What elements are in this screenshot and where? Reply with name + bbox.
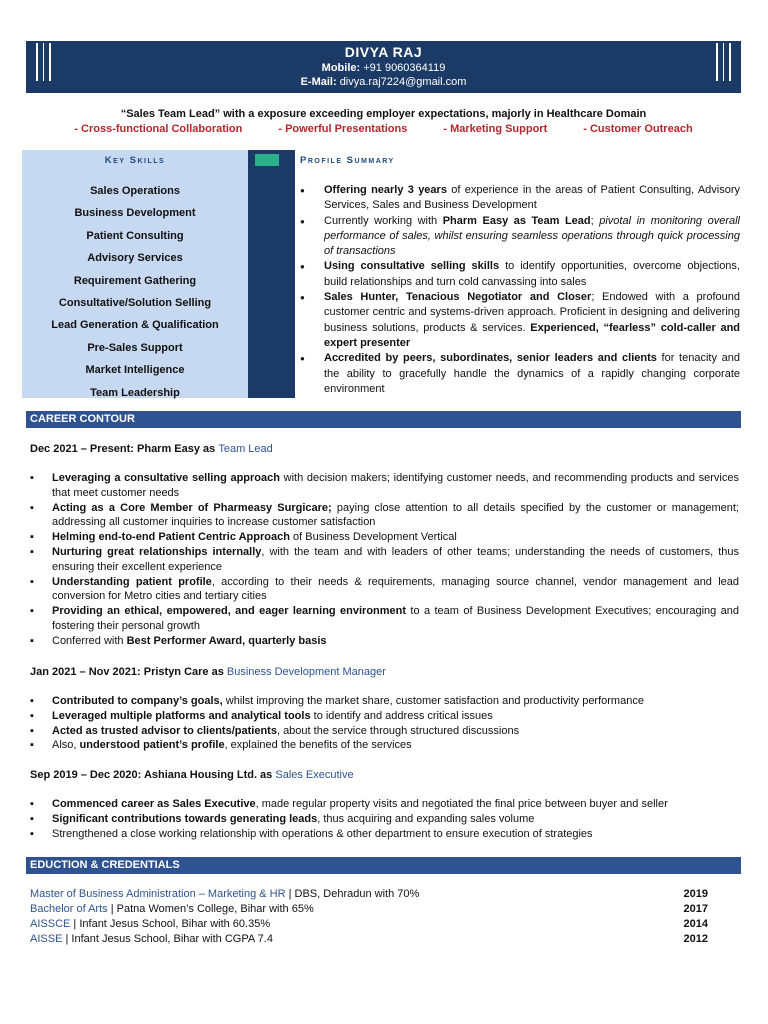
skill-item: Requirement Gathering	[73, 274, 197, 287]
education-section-header: EDUCTION & CREDENTIALS	[26, 857, 741, 874]
text-run: to identify opportunities, overcome objections, build relationships and turn cold canvassing into sales	[324, 260, 740, 288]
text-run: Understanding patient profile	[52, 575, 212, 588]
job-role: Team Lead	[218, 443, 273, 455]
job-bullet	[30, 634, 739, 649]
text-run: , made regular property visits and negotiated the final price between buyer and seller	[255, 798, 668, 810]
institution: Infant Jesus School, Bihar with 60.35%	[79, 918, 271, 930]
job-bullet	[30, 797, 739, 812]
skill-item: Business Development	[74, 207, 196, 220]
text-run: Acting as a Core Member of Pharmeasy Surgicare;	[52, 501, 332, 514]
text-run: Contributed to company’s goals,	[52, 695, 223, 707]
divider-column	[248, 150, 295, 398]
text-run: Strengthened a close working relationship with operations & other department to ensure execution of strategies	[52, 827, 593, 840]
job-role: Sales Executive	[275, 769, 354, 781]
text-run: understood patient’s profile	[79, 739, 225, 752]
tag-item: - Marketing Support	[443, 123, 548, 135]
skill-item: Sales Operations	[90, 185, 180, 197]
text-run: Using consultative selling skills	[324, 260, 500, 273]
text-run: , thus acquiring and expanding sales volume	[317, 812, 535, 825]
text-run: to a team of Business Development Executives; encouraging and fostering their personal growth	[52, 605, 740, 632]
profile-bullet	[300, 183, 740, 214]
mobile-number: +91 9060364119	[363, 62, 446, 74]
key-skills-title: Key Skills	[104, 155, 166, 166]
profile-bullet	[300, 259, 740, 290]
education-item	[30, 902, 708, 917]
text-run: ;	[590, 214, 600, 227]
job-bullet	[30, 545, 739, 575]
text-run: Providing an ethical, empowered, and eager learning environment	[52, 605, 407, 618]
education-year: 2012	[683, 933, 708, 945]
job-bullet	[30, 575, 739, 605]
profile-bullet	[300, 214, 740, 260]
degree-name: AISSE	[30, 933, 63, 945]
text-run: Pharm Easy as Team Lead	[442, 214, 591, 227]
tag-item: - Powerful Presentations	[278, 123, 408, 135]
education-detail	[30, 917, 270, 932]
tagline: “Sales Team Lead” with a exposure exceeding employer expectations, majorly in Healthcare Domain	[120, 108, 647, 120]
text-run: , explained the benefits of the services	[224, 739, 412, 752]
text-run: Acted as trusted advisor to clients/patients	[52, 724, 277, 737]
email-address: divya.raj7224@gmail.com	[339, 76, 467, 88]
profile-summary	[300, 150, 740, 397]
profile-summary-title: Profile Summary	[300, 155, 395, 166]
job-heading	[30, 443, 273, 455]
job-role: Business Development Manager	[226, 666, 386, 678]
education-year: 2019	[683, 888, 708, 900]
institution: DBS, Dehradun with 70%	[294, 888, 420, 900]
skill-item: Pre-Sales Support	[87, 341, 183, 354]
degree-name: Master of Business Administration – Marketing & HR	[30, 888, 286, 900]
job-period-company: Dec 2021 – Present: Pharm Easy as	[30, 443, 219, 455]
career-section-header: CAREER CONTOUR	[26, 411, 741, 428]
text-run: Experienced, “fearless” cold-caller and expert presenter	[324, 321, 741, 349]
job-heading	[30, 769, 354, 781]
header-decoration-left	[36, 43, 51, 81]
skill-item: Market Intelligence	[85, 364, 185, 377]
job-period-company: Sep 2019 – Dec 2020: Ashiana Housing Ltd. as	[30, 769, 276, 781]
mobile-label: Mobile:	[321, 62, 361, 74]
job-bullet	[30, 709, 739, 724]
text-run: with decision makers; identifying customer needs, and recommending products and services that meet customer needs	[52, 472, 739, 499]
text-run: Also,	[52, 739, 80, 752]
text-run: Currently working with	[324, 214, 443, 227]
text-run: pivotal in monitoring overall performance of sales, whilst ensuring seamless operations through quick processing of transactions	[324, 214, 740, 258]
profile-bullet	[300, 290, 740, 351]
job-heading	[30, 666, 386, 678]
text-run: , according to their needs & requirements, managing source channel, vendor management and lead conversion for Metro cities and tertiary cities	[52, 575, 739, 603]
tag-item: - Cross-functional Collaboration	[74, 123, 243, 135]
institution: Infant Jesus School, Bihar with CGPA 7.4	[71, 933, 273, 945]
text-run: Commenced career as Sales Executive	[52, 798, 256, 810]
education-list	[30, 887, 708, 947]
text-run: Helming end-to-end Patient Centric Approach	[52, 531, 290, 544]
job-bullet	[30, 827, 739, 842]
profile-bullet	[300, 351, 740, 397]
text-run: Nurturing great relationships internally	[52, 545, 262, 558]
job-bullets	[30, 694, 739, 753]
skill-item: Consultative/Solution Selling	[58, 296, 212, 309]
text-run: Leveraging a consultative selling approach	[52, 472, 280, 484]
text-run: ; Endowed with a profound customer centric and systems-driven approach. Proficient in designing and delivering business solutions, products & services.	[324, 291, 740, 334]
key-skills-panel	[22, 150, 248, 398]
education-item	[30, 887, 708, 902]
text-run: , about the service through structured discussions	[276, 724, 520, 737]
email-line	[26, 76, 741, 88]
key-skills-list	[22, 180, 248, 404]
focus-tags	[26, 123, 741, 135]
job-bullet	[30, 471, 739, 501]
skill-item: Lead Generation & Qualification	[51, 319, 219, 332]
job-bullets	[30, 797, 739, 841]
text-run: for tenacity and the ability to gracefully handle the dynamics of a rapidly changing corporate environment	[324, 352, 740, 395]
profile-summary-list	[300, 183, 740, 397]
header-decoration-right	[716, 43, 731, 81]
education-detail	[30, 932, 273, 947]
text-run: paying close attention to all details specified by the customer or management; addressing all customer inquiries to increase customer satisfaction	[52, 501, 739, 529]
job-bullet	[30, 694, 739, 709]
degree-name: Bachelor of Arts	[30, 903, 108, 915]
education-detail	[30, 902, 314, 917]
job-bullet	[30, 724, 739, 739]
job-bullet	[30, 530, 739, 545]
text-run: Conferred with	[52, 634, 127, 647]
skill-item: Patient Consulting	[86, 229, 184, 242]
text-run: Sales Hunter, Tenacious Negotiator and Closer	[324, 291, 592, 304]
candidate-name: DIVYA RAJ	[344, 44, 423, 60]
text-run: Accredited by peers, subordinates, senior leaders and clients	[324, 352, 657, 365]
job-bullet	[30, 604, 739, 634]
education-detail	[30, 887, 419, 902]
email-label: E-Mail:	[300, 76, 337, 88]
text-run: of experience in the areas of Patient Consulting, Advisory Services, Sales and Business Development	[324, 184, 740, 212]
text-run: to identify and address critical issues	[310, 709, 493, 722]
separator: |	[62, 933, 72, 945]
resume-header	[26, 41, 741, 93]
skill-item: Advisory Services	[87, 252, 183, 265]
degree-name: AISSCE	[30, 918, 71, 930]
education-item	[30, 917, 708, 932]
job-bullet	[30, 738, 739, 753]
job-period-company: Jan 2021 – Nov 2021: Pristyn Care as	[30, 666, 227, 678]
text-run: , with the team and with leaders of other teams; understanding the needs of customers, thus ensuring their excellent experience	[52, 545, 739, 573]
job-bullets	[30, 471, 739, 649]
separator: |	[107, 903, 117, 915]
text-run: of Business Development Vertical	[289, 531, 457, 544]
job-bullet	[30, 501, 739, 531]
mobile-line	[26, 62, 741, 74]
text-run: whilst improving the market share, customer satisfaction and productivity performance	[222, 695, 644, 707]
job-bullet	[30, 812, 739, 827]
separator: |	[285, 888, 295, 900]
accent-block	[255, 154, 279, 166]
education-item	[30, 932, 708, 947]
education-year: 2014	[683, 918, 708, 930]
skill-item: Team Leadership	[90, 386, 180, 399]
text-run: Leveraged multiple platforms and analytical tools	[52, 709, 311, 722]
tag-item: - Customer Outreach	[583, 123, 693, 135]
education-year: 2017	[683, 903, 708, 915]
text-run: Best Performer Award, quarterly basis	[126, 634, 327, 647]
text-run: Significant contributions towards generating leads	[52, 812, 318, 825]
separator: |	[70, 918, 80, 930]
text-run: Offering nearly 3 years	[324, 184, 447, 196]
institution: Patna Women’s College, Bihar with 65%	[116, 903, 314, 915]
